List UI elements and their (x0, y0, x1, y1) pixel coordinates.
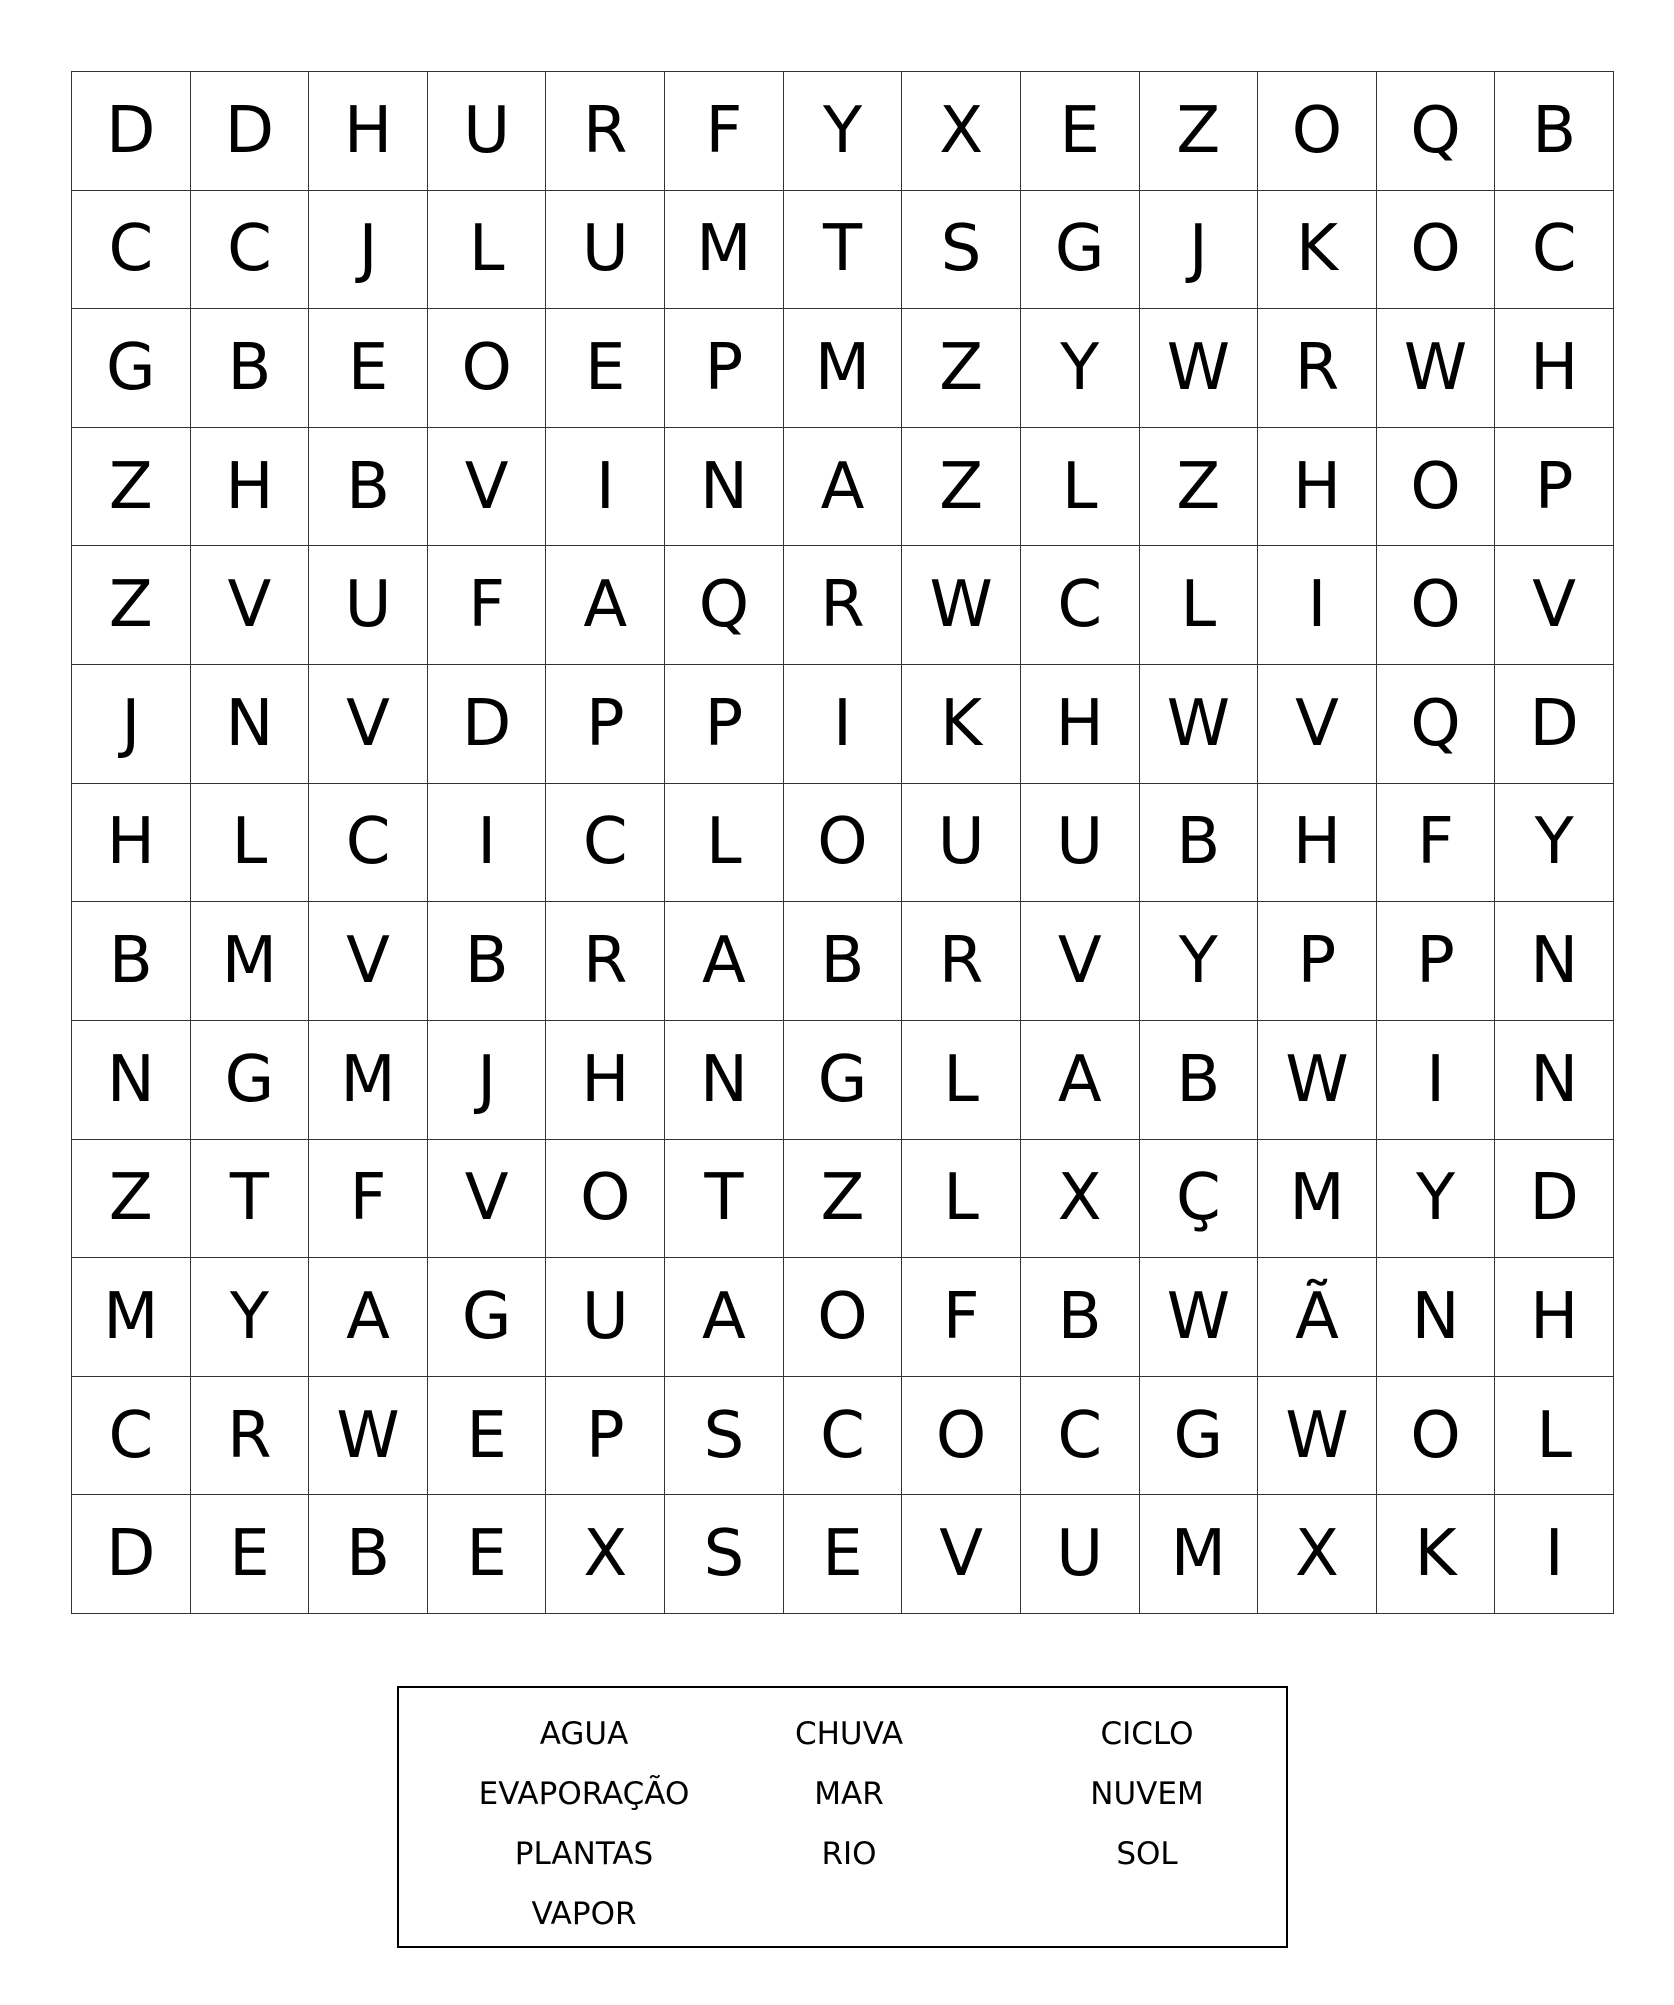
grid-cell[interactable]: L (1021, 428, 1140, 547)
grid-cell[interactable]: C (1021, 546, 1140, 665)
grid-cell[interactable]: G (784, 1021, 903, 1140)
grid-cell[interactable]: R (191, 1377, 310, 1496)
grid-cell[interactable]: R (546, 902, 665, 1021)
grid-cell[interactable]: V (309, 665, 428, 784)
grid-cell[interactable]: U (1021, 1495, 1140, 1614)
grid-cell[interactable]: X (546, 1495, 665, 1614)
grid-cell[interactable]: I (1377, 1021, 1496, 1140)
grid-cell[interactable]: R (784, 546, 903, 665)
grid-cell[interactable]: B (309, 1495, 428, 1614)
word-list-column (434, 1704, 734, 1944)
word-list-item: NUVEM (1090, 1776, 1204, 1812)
grid-cell[interactable]: C (784, 1377, 903, 1496)
grid-cell[interactable]: Q (1377, 72, 1496, 191)
grid-cell[interactable]: N (1377, 1258, 1496, 1377)
grid-cell[interactable]: K (902, 665, 1021, 784)
grid-cell[interactable]: U (1021, 784, 1140, 903)
grid-cell[interactable]: O (546, 1140, 665, 1259)
grid-cell[interactable]: A (784, 428, 903, 547)
grid-cell[interactable]: O (1258, 72, 1377, 191)
grid-cell[interactable]: P (1377, 902, 1496, 1021)
grid-cell[interactable]: E (784, 1495, 903, 1614)
grid-cell[interactable]: O (1377, 546, 1496, 665)
grid-cell[interactable]: L (191, 784, 310, 903)
grid-cell[interactable]: B (1140, 1021, 1259, 1140)
grid-cell[interactable]: J (1140, 191, 1259, 310)
grid-cell[interactable]: H (1258, 784, 1377, 903)
grid-cell[interactable]: M (191, 902, 310, 1021)
grid-cell[interactable]: H (72, 784, 191, 903)
grid-cell[interactable]: Y (1495, 784, 1614, 903)
grid-cell[interactable]: Z (784, 1140, 903, 1259)
grid-cell[interactable]: S (665, 1495, 784, 1614)
grid-cell[interactable]: E (428, 1495, 547, 1614)
grid-cell[interactable]: Q (665, 546, 784, 665)
grid-cell[interactable]: L (1140, 546, 1259, 665)
grid-cell[interactable]: D (72, 72, 191, 191)
grid-cell[interactable]: N (665, 428, 784, 547)
grid-cell[interactable]: M (1140, 1495, 1259, 1614)
grid-cell[interactable]: B (191, 309, 310, 428)
grid-cell[interactable]: G (428, 1258, 547, 1377)
grid-cell[interactable]: U (428, 72, 547, 191)
grid-cell[interactable]: V (902, 1495, 1021, 1614)
grid-cell[interactable]: G (1140, 1377, 1259, 1496)
grid-cell[interactable]: W (902, 546, 1021, 665)
word-list-item: AGUA (539, 1716, 629, 1752)
grid-cell[interactable]: T (191, 1140, 310, 1259)
grid-cell[interactable]: J (428, 1021, 547, 1140)
grid-cell[interactable]: V (428, 428, 547, 547)
grid-cell[interactable]: Y (1377, 1140, 1496, 1259)
grid-cell[interactable]: M (309, 1021, 428, 1140)
grid-cell[interactable]: Z (72, 428, 191, 547)
word-list-item: VAPOR (531, 1896, 637, 1932)
grid-cell[interactable]: A (665, 902, 784, 1021)
grid-cell[interactable]: C (1495, 191, 1614, 310)
grid-cell[interactable]: C (546, 784, 665, 903)
grid-cell[interactable]: A (665, 1258, 784, 1377)
grid-cell[interactable]: F (902, 1258, 1021, 1377)
grid-cell[interactable]: S (902, 191, 1021, 310)
grid-cell[interactable]: B (1140, 784, 1259, 903)
grid-cell[interactable]: V (191, 546, 310, 665)
grid-cell[interactable]: H (546, 1021, 665, 1140)
grid-cell[interactable]: S (665, 1377, 784, 1496)
grid-cell[interactable]: T (665, 1140, 784, 1259)
grid-cell[interactable]: O (784, 784, 903, 903)
grid-cell[interactable]: I (428, 784, 547, 903)
grid-cell[interactable]: D (1495, 1140, 1614, 1259)
grid-cell[interactable]: W (1140, 1258, 1259, 1377)
grid-cell[interactable]: L (428, 191, 547, 310)
grid-cell[interactable]: T (784, 191, 903, 310)
grid-cell[interactable]: V (1495, 546, 1614, 665)
grid-cell[interactable]: B (1021, 1258, 1140, 1377)
grid-cell[interactable]: U (902, 784, 1021, 903)
grid-cell[interactable]: H (1495, 309, 1614, 428)
grid-cell[interactable]: Y (1021, 309, 1140, 428)
grid-cell[interactable]: A (309, 1258, 428, 1377)
grid-cell[interactable]: J (309, 191, 428, 310)
grid-cell[interactable]: U (546, 191, 665, 310)
grid-cell[interactable]: H (1021, 665, 1140, 784)
grid-cell[interactable]: B (309, 428, 428, 547)
grid-cell[interactable]: N (191, 665, 310, 784)
word-list-item: RIO (821, 1836, 877, 1872)
grid-cell[interactable]: V (309, 902, 428, 1021)
grid-cell[interactable]: Z (1140, 72, 1259, 191)
grid-cell[interactable]: M (72, 1258, 191, 1377)
grid-cell[interactable]: H (191, 428, 310, 547)
grid-cell[interactable]: N (665, 1021, 784, 1140)
grid-cell[interactable]: P (1258, 902, 1377, 1021)
grid-cell[interactable]: X (1258, 1495, 1377, 1614)
grid-cell[interactable]: Q (1377, 665, 1496, 784)
grid-cell[interactable]: C (191, 191, 310, 310)
grid-cell[interactable]: Y (1140, 902, 1259, 1021)
grid-cell[interactable]: D (428, 665, 547, 784)
grid-cell[interactable]: E (309, 309, 428, 428)
grid-cell[interactable]: E (1021, 72, 1140, 191)
grid-cell[interactable]: M (784, 309, 903, 428)
grid-cell[interactable]: V (1258, 665, 1377, 784)
grid-cell[interactable]: W (1377, 309, 1496, 428)
grid-cell[interactable]: P (1495, 428, 1614, 547)
grid-cell[interactable]: I (1495, 1495, 1614, 1614)
word-list-item: CHUVA (794, 1716, 904, 1752)
grid-cell[interactable]: L (665, 784, 784, 903)
word-list-item: CICLO (1100, 1716, 1194, 1752)
grid-cell[interactable]: F (1377, 784, 1496, 903)
grid-cell[interactable]: Y (784, 72, 903, 191)
word-list-item: EVAPORAÇÃO (478, 1776, 690, 1812)
grid-cell[interactable]: J (72, 665, 191, 784)
grid-cell[interactable]: N (1495, 902, 1614, 1021)
grid-cell[interactable]: K (1377, 1495, 1496, 1614)
grid-cell[interactable]: E (191, 1495, 310, 1614)
grid-cell[interactable]: P (546, 665, 665, 784)
grid-cell[interactable]: Z (72, 1140, 191, 1259)
grid-cell[interactable]: R (546, 72, 665, 191)
word-list-item: SOL (1116, 1836, 1178, 1872)
grid-cell[interactable]: C (72, 191, 191, 310)
grid-cell[interactable]: P (546, 1377, 665, 1496)
grid-cell[interactable]: I (1258, 546, 1377, 665)
grid-cell[interactable]: G (1021, 191, 1140, 310)
grid-cell[interactable]: V (1021, 902, 1140, 1021)
word-list-box (397, 1686, 1288, 1948)
grid-cell[interactable]: U (546, 1258, 665, 1377)
grid-cell[interactable]: E (546, 309, 665, 428)
grid-cell[interactable]: W (1140, 309, 1259, 428)
grid-cell[interactable]: Ç (1140, 1140, 1259, 1259)
grid-cell[interactable]: I (784, 665, 903, 784)
grid-cell[interactable]: Z (902, 309, 1021, 428)
grid-cell[interactable]: H (1495, 1258, 1614, 1377)
grid-cell[interactable]: M (1258, 1140, 1377, 1259)
grid-cell[interactable]: U (309, 546, 428, 665)
grid-cell[interactable]: B (428, 902, 547, 1021)
grid-cell[interactable]: B (1495, 72, 1614, 191)
grid-cell[interactable]: O (902, 1377, 1021, 1496)
grid-cell[interactable]: B (72, 902, 191, 1021)
grid-cell[interactable]: G (72, 309, 191, 428)
grid-cell[interactable]: Ã (1258, 1258, 1377, 1377)
grid-cell[interactable]: N (72, 1021, 191, 1140)
grid-cell[interactable]: F (665, 72, 784, 191)
grid-cell[interactable]: N (1495, 1021, 1614, 1140)
grid-cell[interactable]: L (902, 1140, 1021, 1259)
grid-cell[interactable]: A (546, 546, 665, 665)
grid-cell[interactable]: W (1258, 1021, 1377, 1140)
grid-cell[interactable]: V (428, 1140, 547, 1259)
grid-cell[interactable]: Z (902, 428, 1021, 547)
grid-cell[interactable]: G (191, 1021, 310, 1140)
grid-cell[interactable]: O (1377, 428, 1496, 547)
grid-cell[interactable]: O (1377, 1377, 1496, 1496)
grid-cell[interactable]: L (902, 1021, 1021, 1140)
grid-cell[interactable]: F (309, 1140, 428, 1259)
grid-cell[interactable]: X (1021, 1140, 1140, 1259)
grid-cell[interactable]: C (1021, 1377, 1140, 1496)
grid-cell[interactable]: K (1258, 191, 1377, 310)
word-search-grid (71, 71, 1614, 1614)
grid-cell[interactable]: D (191, 72, 310, 191)
grid-cell[interactable]: A (1021, 1021, 1140, 1140)
grid-cell[interactable]: H (309, 72, 428, 191)
grid-cell[interactable]: P (665, 309, 784, 428)
word-list-column (997, 1704, 1297, 1884)
grid-cell[interactable]: O (428, 309, 547, 428)
grid-cell[interactable]: O (784, 1258, 903, 1377)
grid-cell[interactable]: H (1258, 428, 1377, 547)
grid-cell[interactable]: D (72, 1495, 191, 1614)
grid-cell[interactable]: Y (191, 1258, 310, 1377)
grid-cell[interactable]: O (1377, 191, 1496, 310)
grid-cell[interactable]: D (1495, 665, 1614, 784)
grid-cell[interactable]: C (72, 1377, 191, 1496)
word-list-item: MAR (814, 1776, 884, 1812)
grid-cell[interactable]: C (309, 784, 428, 903)
grid-cell[interactable]: R (1258, 309, 1377, 428)
word-list-column (699, 1704, 999, 1884)
grid-cell[interactable]: I (546, 428, 665, 547)
grid-cell[interactable]: W (309, 1377, 428, 1496)
grid-cell[interactable]: W (1140, 665, 1259, 784)
word-list-item: PLANTAS (514, 1836, 654, 1872)
grid-cell[interactable]: X (902, 72, 1021, 191)
grid-cell[interactable]: P (665, 665, 784, 784)
grid-cell[interactable]: F (428, 546, 547, 665)
grid-cell[interactable]: R (902, 902, 1021, 1021)
grid-cell[interactable]: B (784, 902, 903, 1021)
grid-cell[interactable]: Z (1140, 428, 1259, 547)
grid-cell[interactable]: M (665, 191, 784, 310)
grid-cell[interactable]: W (1258, 1377, 1377, 1496)
grid-cell[interactable]: E (428, 1377, 547, 1496)
grid-cell[interactable]: Z (72, 546, 191, 665)
grid-cell[interactable]: L (1495, 1377, 1614, 1496)
